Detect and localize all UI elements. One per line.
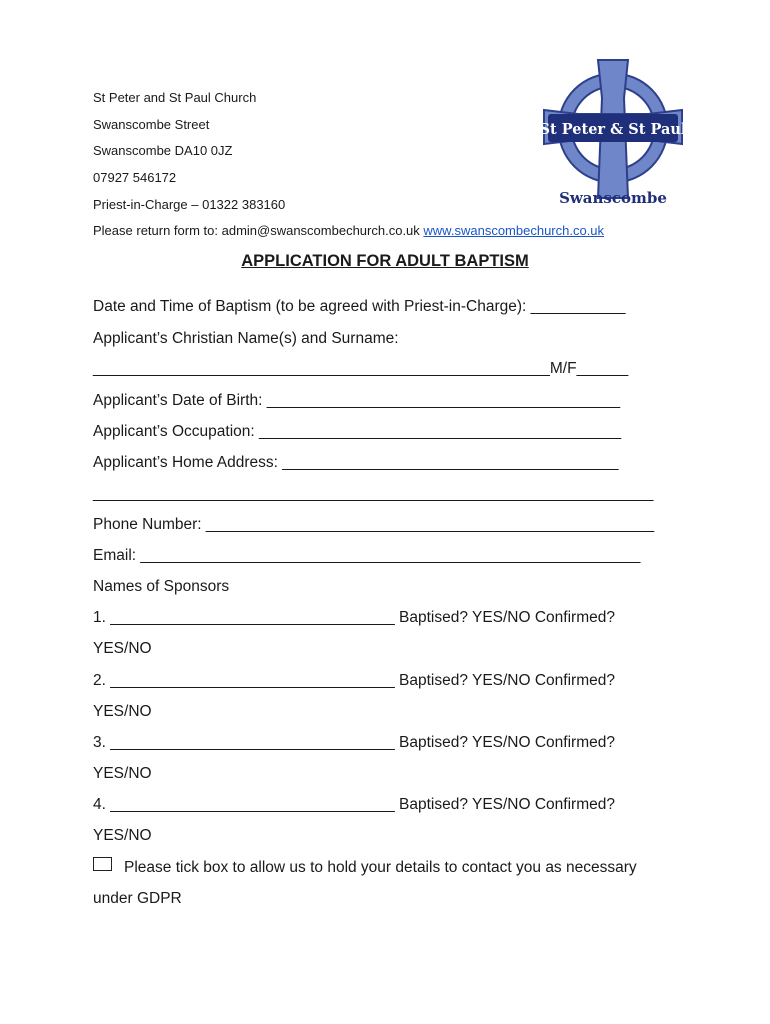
church-postcode: Swanscombe DA10 0JZ xyxy=(93,143,233,158)
name-label: Applicant’s Christian Name(s) and Surname: xyxy=(93,330,399,347)
sponsor-4-field[interactable]: 4. _________________________________ Baptised? YES/NO Confirmed? xyxy=(93,796,615,813)
phone-field[interactable]: Phone Number: ____________________________________________________ xyxy=(93,516,655,533)
occupation-field[interactable]: Applicant’s Occupation: __________________________________________ xyxy=(93,423,622,440)
address-line2-field[interactable]: _________________________________________________________________ xyxy=(93,485,654,502)
date-time-field[interactable]: Date and Time of Baptism (to be agreed with Priest-in-Charge): ___________ xyxy=(93,298,626,315)
gdpr-checkbox[interactable] xyxy=(93,857,112,871)
return-instructions xyxy=(93,223,604,239)
sponsor-1-field[interactable]: 1. _________________________________ Baptised? YES/NO Confirmed? xyxy=(93,609,615,626)
sponsor-4-cont: YES/NO xyxy=(93,827,152,844)
address-field[interactable]: Applicant’s Home Address: _______________________________________ xyxy=(93,454,619,471)
sponsor-1-cont: YES/NO xyxy=(93,640,152,657)
logo-bottom-text: Swanscombe xyxy=(559,189,667,207)
sponsor-3-field[interactable]: 3. _________________________________ Baptised? YES/NO Confirmed? xyxy=(93,734,615,751)
priest-phone: Priest-in-Charge – 01322 383160 xyxy=(93,197,286,212)
name-field[interactable]: _____________________________________________________M/F______ xyxy=(93,360,629,377)
sponsor-3-cont: YES/NO xyxy=(93,765,152,782)
gdpr-text-cont: under GDPR xyxy=(93,890,182,907)
church-logo xyxy=(538,58,688,210)
dob-field[interactable]: Applicant’s Date of Birth: _________________________________________ xyxy=(93,392,621,409)
church-phone: 07927 546172 xyxy=(93,170,177,185)
sponsor-2-field[interactable]: 2. _________________________________ Baptised? YES/NO Confirmed? xyxy=(93,672,615,689)
gdpr-text: Please tick box to allow us to hold your details to contact you as necessary xyxy=(124,859,637,876)
return-text: Please return form to: admin@swanscombechurch.co.uk xyxy=(93,223,424,238)
page-title: APPLICATION FOR ADULT BAPTISM xyxy=(241,252,529,270)
church-street: Swanscombe Street xyxy=(93,117,210,132)
logo-top-text: St Peter & St Paul xyxy=(539,121,687,138)
website-link[interactable]: www.swanscombechurch.co.uk xyxy=(423,223,605,238)
sponsor-2-cont: YES/NO xyxy=(93,703,152,720)
church-name: St Peter and St Paul Church xyxy=(93,90,257,105)
email-field[interactable]: Email: __________________________________________________________ xyxy=(93,547,641,564)
sponsors-heading: Names of Sponsors xyxy=(93,578,230,595)
